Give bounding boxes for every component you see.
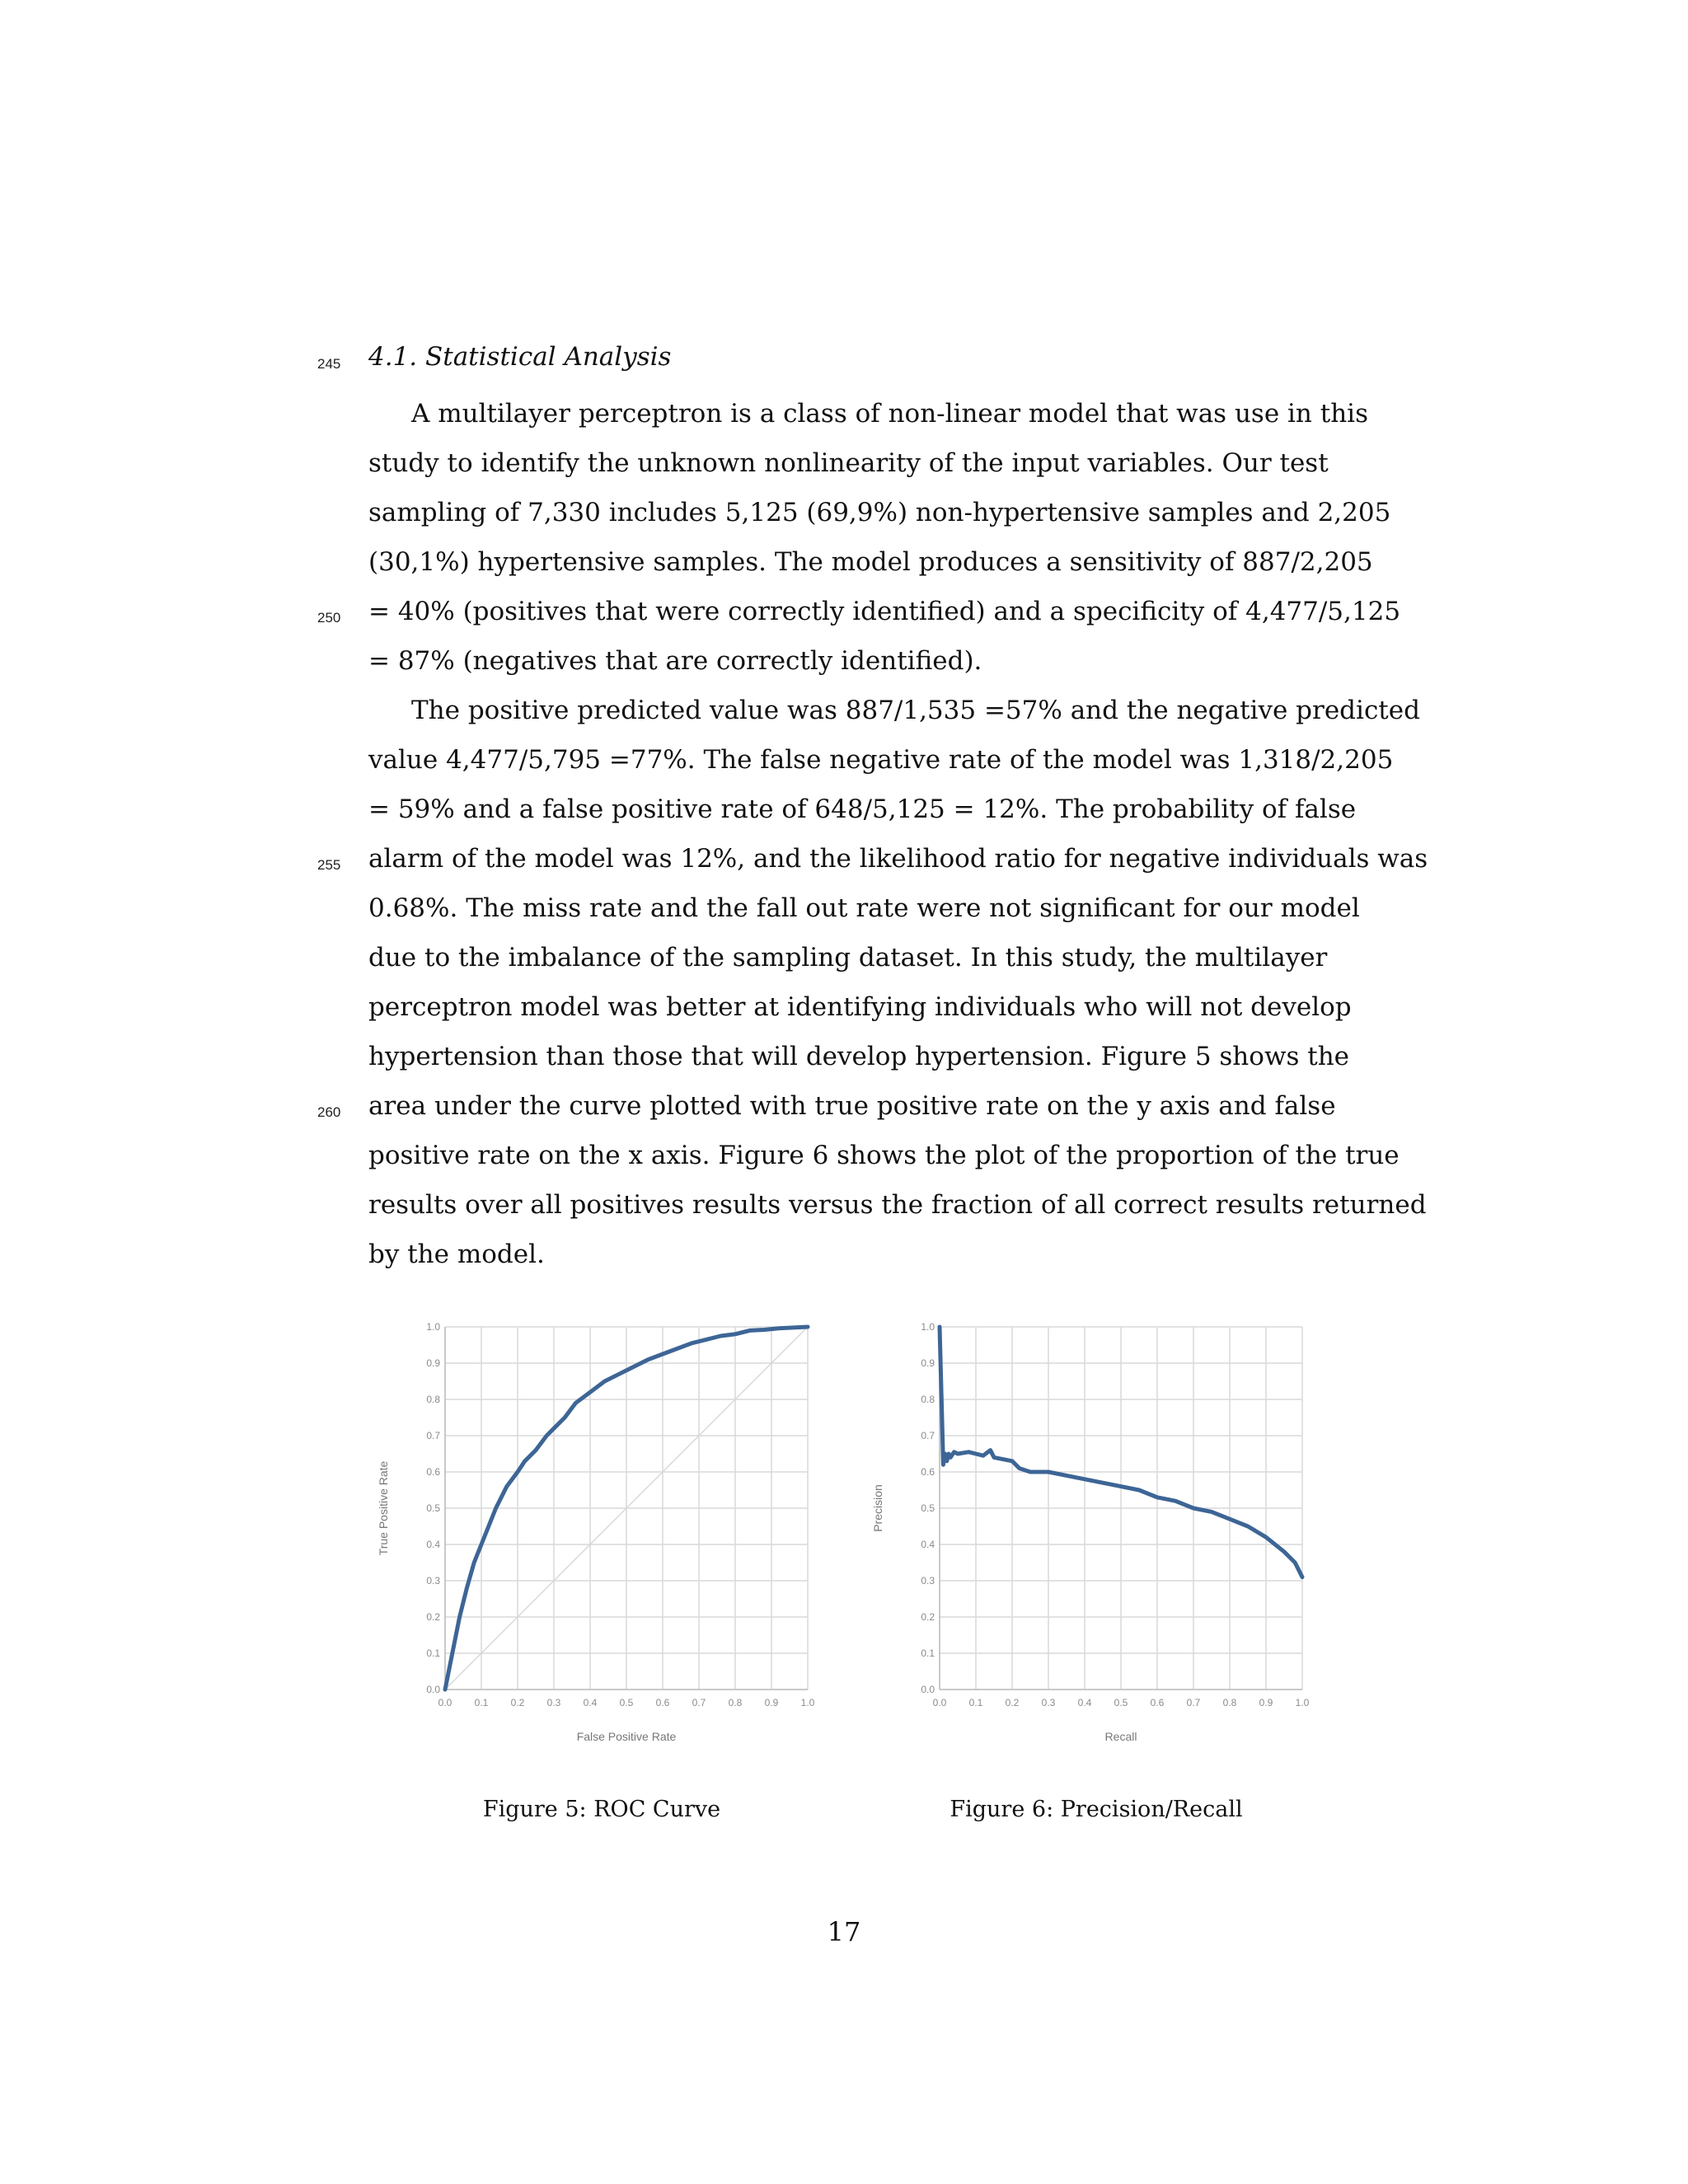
y-tick-label: 0.6 [921,1466,935,1478]
x-tick-label: 1.0 [800,1697,815,1708]
body-line: perceptron model was better at identifying individuals who will not develop [368,992,1352,1022]
y-tick-label: 0.3 [921,1575,935,1586]
figure5-caption: Figure 5: ROC Curve [482,1797,721,1822]
section-title: 4.1. Statistical Analysis [368,342,672,372]
y-tick-label: 0.8 [921,1394,935,1405]
x-tick-label: 0.4 [1077,1697,1092,1708]
y-tick-label: 0.3 [426,1575,440,1586]
y-tick-label: 0.4 [426,1539,440,1550]
body-line: = 59% and a false positive rate of 648/5,125 = 12%. The probability of false [368,794,1357,824]
y-tick-label: 0.7 [426,1430,440,1441]
line-number: 245 [317,356,341,372]
y-tick-label: 0.0 [921,1684,935,1695]
x-tick-label: 1.0 [1295,1697,1310,1708]
y-tick-label: 0.9 [426,1357,440,1369]
x-axis-label: Recall [1104,1730,1137,1743]
y-tick-label: 0.4 [921,1539,935,1550]
page-number: 17 [827,1916,861,1947]
y-tick-label: 0.1 [426,1647,440,1659]
line-number: 250 [317,610,341,626]
x-tick-label: 0.9 [764,1697,779,1708]
body-line: results over all positives results versus the fraction of all correct results returned [368,1190,1427,1220]
figure6-caption: Figure 6: Precision/Recall [950,1797,1243,1822]
x-tick-label: 0.1 [474,1697,489,1708]
body-line: study to identify the unknown nonlinearity of the input variables. Our test [368,448,1329,478]
body-line: due to the imbalance of the sampling dataset. In this study, the multilayer [368,943,1328,972]
y-axis-label: Precision [871,1484,884,1532]
y-tick-label: 0.6 [426,1466,440,1478]
y-axis-label: True Positive Rate [377,1460,390,1556]
x-tick-label: 0.5 [619,1697,634,1708]
line-number: 255 [317,857,341,873]
body-line: 0.68%. The miss rate and the fall out rate were not significant for our model [368,893,1360,923]
y-tick-label: 0.7 [921,1430,935,1441]
line-number: 260 [317,1104,341,1120]
body-line: (30,1%) hypertensive samples. The model produces a sensitivity of 887/2,205 [368,547,1373,577]
body-line: positive rate on the x axis. Figure 6 shows the plot of the proportion of the true [368,1141,1400,1170]
body-line: hypertension than those that will develop hypertension. Figure 5 shows the [368,1042,1350,1071]
x-tick-label: 0.6 [655,1697,670,1708]
x-tick-label: 0.3 [546,1697,561,1708]
x-tick-label: 0.2 [1005,1697,1020,1708]
body-line: value 4,477/5,795 =77%. The false negative rate of the model was 1,318/2,205 [368,745,1394,775]
y-tick-label: 1.0 [426,1321,440,1333]
x-tick-label: 0.8 [1222,1697,1237,1708]
body-line: = 87% (negatives that are correctly identified). [368,646,982,676]
body-line: by the model. [368,1240,545,1269]
y-tick-label: 0.5 [921,1502,935,1514]
x-tick-label: 0.4 [583,1697,598,1708]
precision-recall-chart [857,1310,1319,1755]
x-tick-label: 0.1 [968,1697,983,1708]
x-tick-label: 0.8 [728,1697,743,1708]
x-tick-label: 0.5 [1114,1697,1128,1708]
x-tick-label: 0.0 [932,1697,947,1708]
x-tick-label: 0.7 [692,1697,706,1708]
body-line: The positive predicted value was 887/1,535 =57% and the negative predicted [411,696,1420,725]
body-line: = 40% (positives that were correctly identified) and a specificity of 4,477/5,125 [368,597,1401,626]
y-tick-label: 0.2 [921,1611,935,1623]
y-tick-label: 0.1 [921,1647,935,1659]
y-tick-label: 0.9 [921,1357,935,1369]
x-axis-label: False Positive Rate [576,1730,677,1743]
y-tick-label: 0.2 [426,1611,440,1623]
x-tick-label: 0.9 [1259,1697,1273,1708]
body-line: A multilayer perceptron is a class of non-linear model that was use in this [411,399,1369,429]
x-tick-label: 0.0 [438,1697,452,1708]
y-tick-label: 1.0 [921,1321,935,1333]
y-tick-label: 0.0 [426,1684,440,1695]
roc-chart [363,1310,824,1755]
body-line: alarm of the model was 12%, and the likelihood ratio for negative individuals was [368,844,1428,874]
body-line: sampling of 7,330 includes 5,125 (69,9%) non-hypertensive samples and 2,205 [368,498,1391,527]
y-tick-label: 0.8 [426,1394,440,1405]
body-line: area under the curve plotted with true positive rate on the y axis and false [368,1091,1336,1121]
x-tick-label: 0.2 [510,1697,525,1708]
x-tick-label: 0.6 [1150,1697,1165,1708]
x-tick-label: 0.7 [1186,1697,1201,1708]
x-tick-label: 0.3 [1041,1697,1056,1708]
y-tick-label: 0.5 [426,1502,440,1514]
